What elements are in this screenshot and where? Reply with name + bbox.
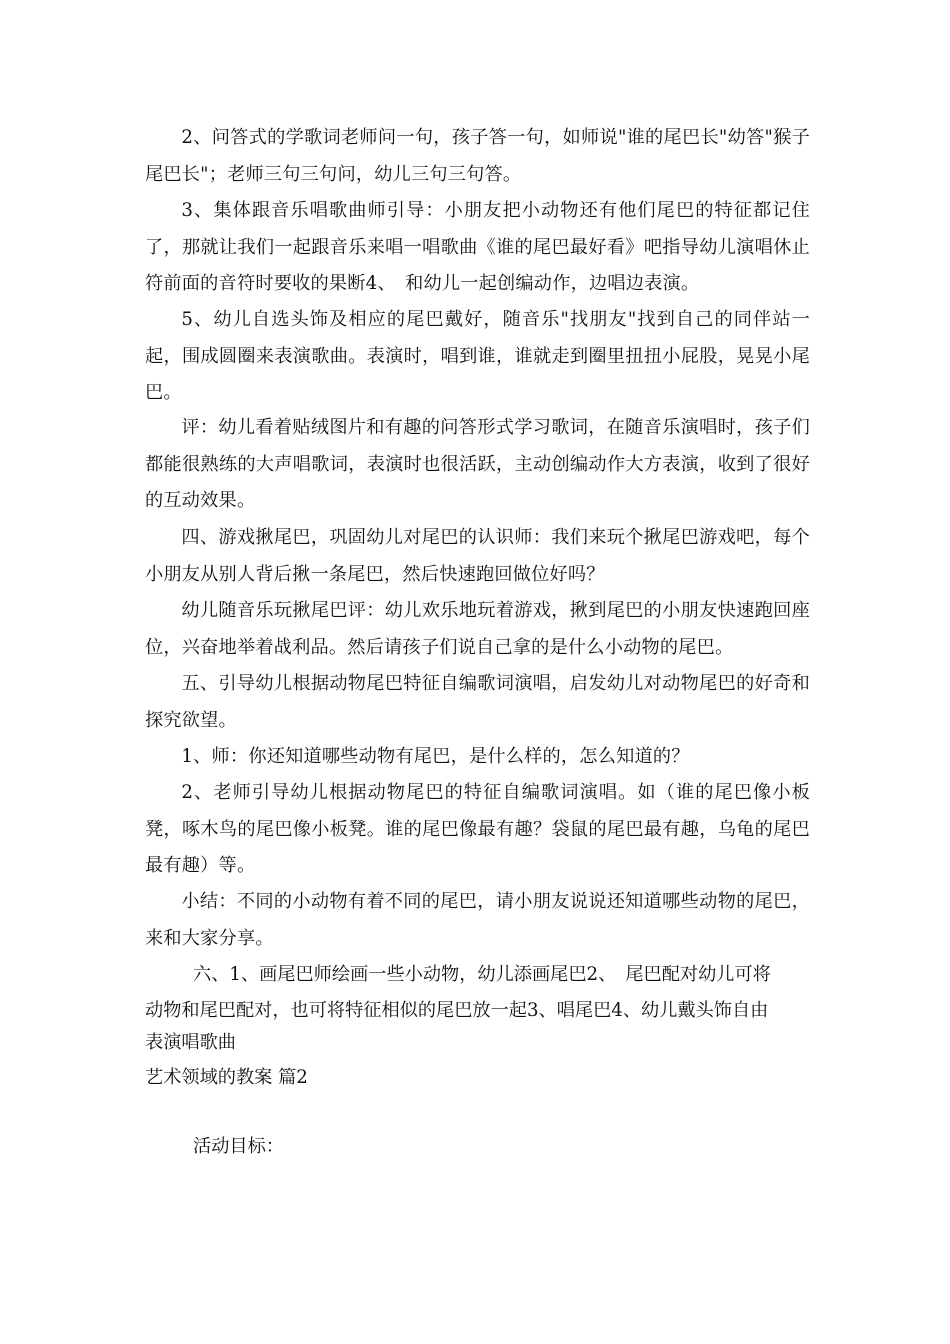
paragraph-evaluation-2: 幼儿随音乐玩揪尾巴评：幼儿欢乐地玩着游戏，揪到尾巴的小朋友快速跑回座位，兴奋地举着战利品。然后请孩子们说自己拿的是什么小动物的尾巴。	[145, 600, 810, 658]
activity-goal-label: 活动目标：	[193, 1136, 284, 1157]
paragraph-game-tail-pulling: 四、游戏揪尾巴，巩固幼儿对尾巴的认识师：我们来玩个揪尾巴游戏吧，每个小朋友从别人背后揪一条尾巴，然后快速跑回做位好吗？	[145, 527, 810, 585]
paragraph-headwear-performance: 5、幼儿自选头饰及相应的尾巴戴好，随音乐"找朋友"找到自己的同伴站一起，围成圆圈来表演歌曲。表演时，唱到谁，谁就走到圈里扭扭小屁股，晃晃小尾巴。	[145, 309, 810, 404]
paragraph-section-six-line-2: 动物和尾巴配对，也可将特征相似的尾巴放一起3、唱尾巴4、幼儿戴头饰自由	[145, 1000, 769, 1021]
paragraph-create-lyrics: 2、老师引导幼儿根据动物尾巴的特征自编歌词演唱。如（谁的尾巴像小板凳，啄木鸟的尾巴像小板凳。谁的尾巴像最有趣？袋鼠的尾巴最有趣，乌龟的尾巴最有趣）等。	[145, 782, 810, 877]
paragraph-section-six-line-3: 表演唱歌曲	[145, 1032, 236, 1053]
paragraph-qa-lyrics: 2、问答式的学歌词老师问一句，孩子答一句，如师说"谁的尾巴长"幼答"猴子尾巴长"；老师三句三句问，幼儿三句三句答。	[145, 127, 810, 185]
paragraph-sing-with-music: 3、集体跟音乐唱歌曲师引导：小朋友把小动物还有他们尾巴的特征都记住了，那就让我们一起跟音乐来唱一唱歌曲《谁的尾巴最好看》吧指导幼儿演唱休止符前面的音符时要收的果断4、 和幼儿一起创编动作，边唱边表演。	[145, 200, 810, 295]
paragraph-summary: 小结：不同的小动物有着不同的尾巴，请小朋友说说还知道哪些动物的尾巴，来和大家分享。	[145, 891, 810, 949]
paragraph-evaluation-1: 评：幼儿看着贴绒图片和有趣的问答形式学习歌词，在随音乐演唱时，孩子们都能很熟练的大声唱歌词，表演时也很活跃，主动创编动作大方表演，收到了很好的互动效果。	[145, 417, 810, 512]
paragraph-section-six-line-1: 六、1、画尾巴师绘画一些小动物，幼儿添画尾巴2、 尾巴配对幼儿可将	[193, 964, 771, 985]
section-heading: 艺术领域的教案 篇2	[145, 1067, 308, 1088]
paragraph-section-five: 五、引导幼儿根据动物尾巴特征自编歌词演唱，启发幼儿对动物尾巴的好奇和探究欲望。	[145, 673, 810, 731]
paragraph-question-1: 1、师：你还知道哪些动物有尾巴，是什么样的，怎么知道的？	[181, 746, 690, 767]
